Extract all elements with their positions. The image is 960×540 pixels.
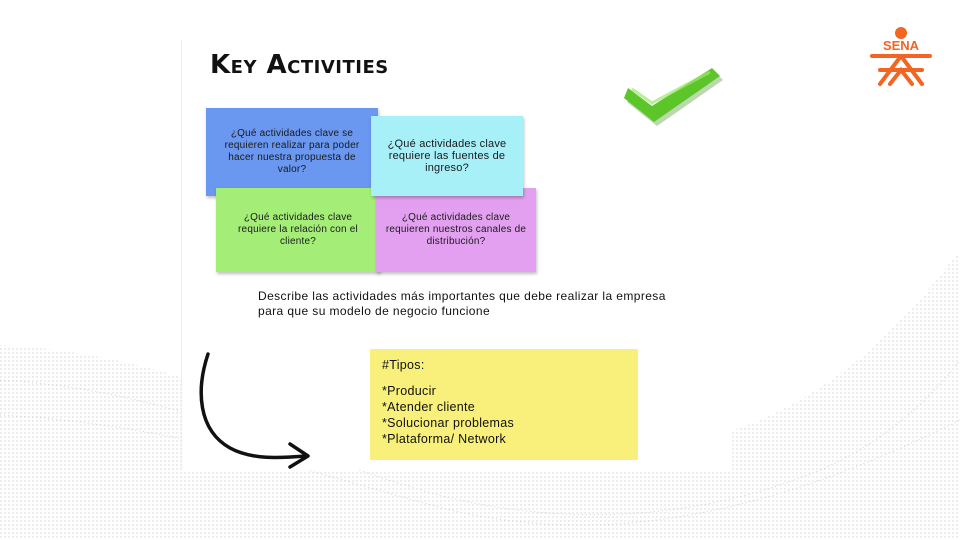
types-list: [382, 383, 626, 447]
checkmark-icon: [622, 62, 726, 126]
type-item: *Producir: [382, 384, 437, 398]
type-item: *Atender cliente: [382, 400, 476, 414]
note-customer-relationship: ¿Qué actividades clave requiere la relación con el cliente?: [216, 188, 380, 272]
slide-title: Key Activities: [210, 50, 389, 80]
curved-arrow-icon: [190, 350, 320, 475]
types-note: [370, 349, 638, 460]
types-heading: #Tipos:: [382, 358, 425, 372]
type-item: *Plataforma/ Network: [382, 432, 507, 446]
description-text: Describe las actividades más importantes que debe realizar la empresa para que su modelo de negocio funcione: [258, 289, 666, 318]
sena-logo: [866, 26, 936, 88]
type-item: *Solucionar problemas: [382, 416, 515, 430]
logo-text: SENA: [882, 38, 920, 53]
note-distribution-channels: ¿Qué actividades clave requieren nuestros canales de distribución?: [376, 188, 536, 272]
note-revenue-streams: ¿Qué actividades clave requiere las fuentes de ingreso?: [371, 116, 523, 196]
note-value-proposition: ¿Qué actividades clave se requieren realizar para poder hacer nuestra propuesta de valor?: [206, 108, 378, 196]
